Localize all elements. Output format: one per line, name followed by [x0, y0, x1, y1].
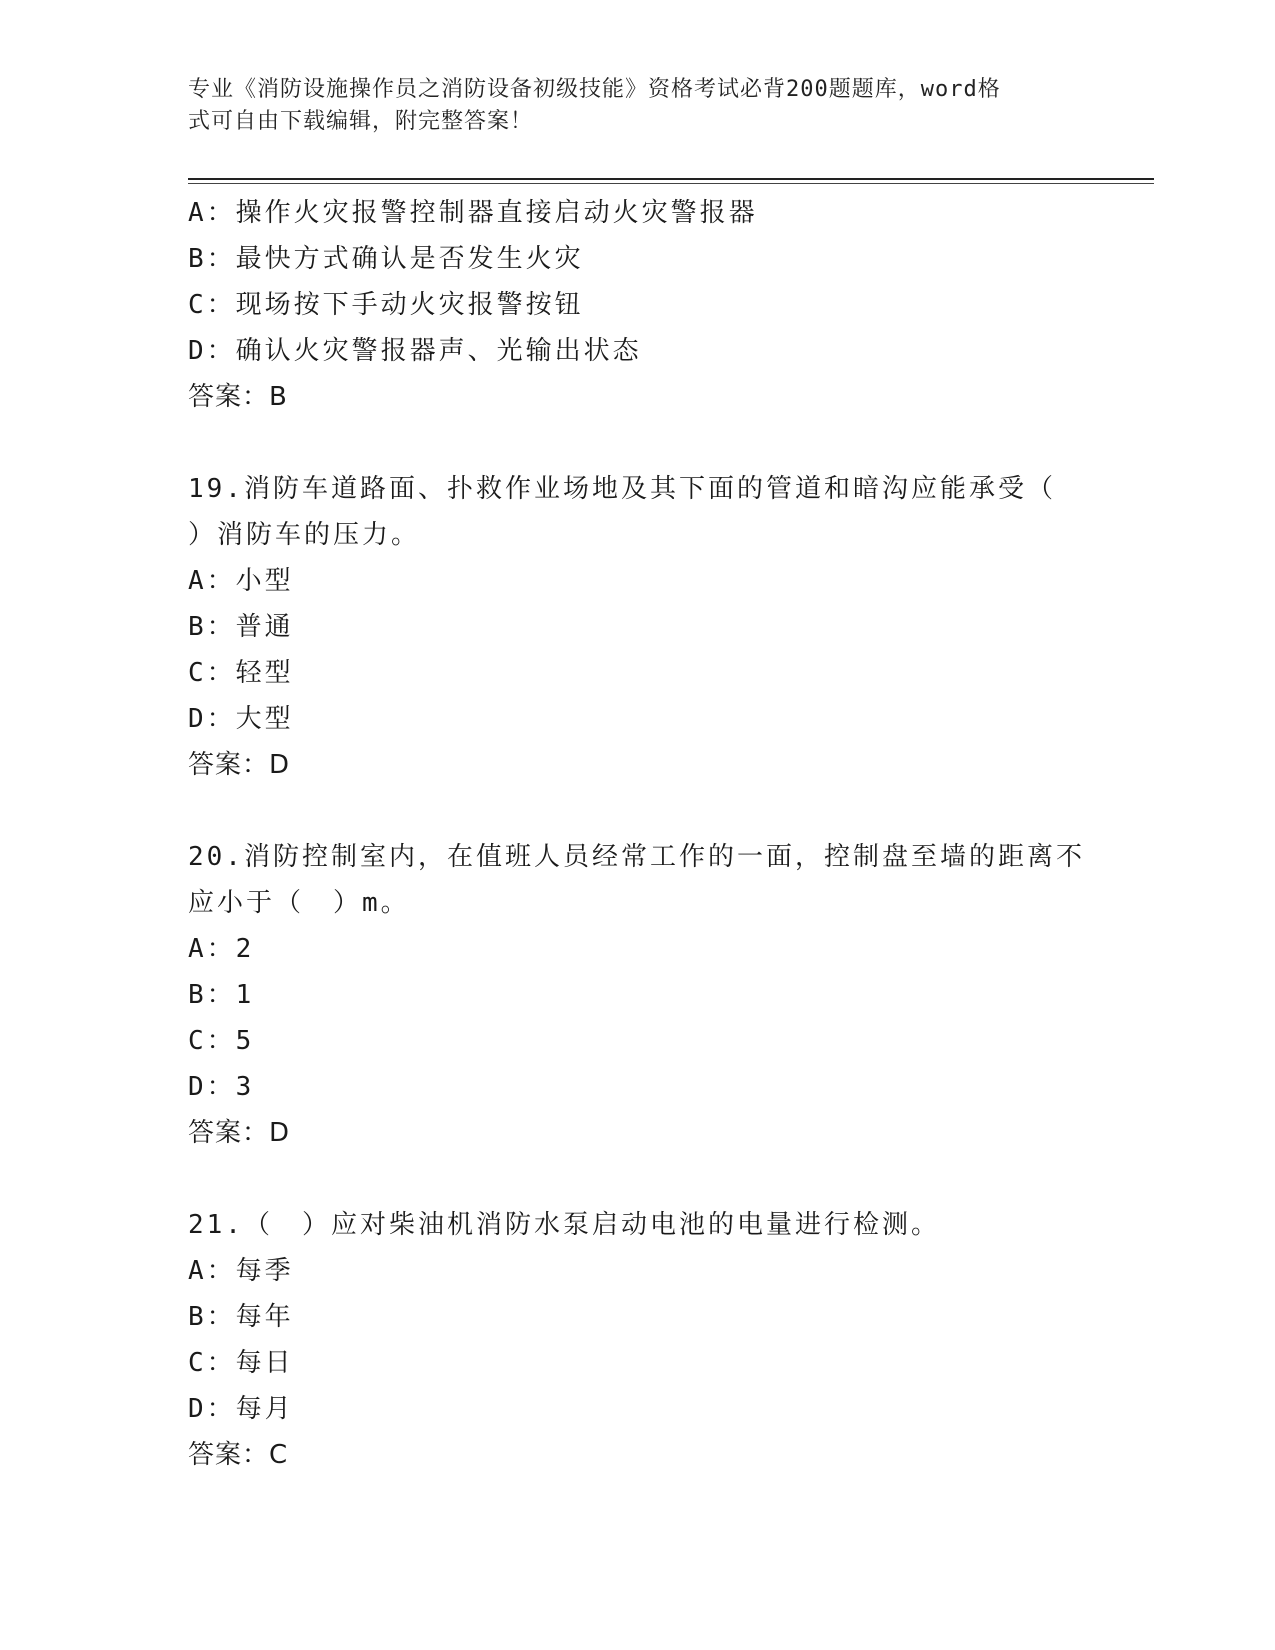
stem-line-1: 21.（ ）应对柴油机消防水泵启动电池的电量进行检测。 [188, 1210, 940, 1240]
header-divider-thin [188, 183, 1154, 184]
answer-line: 答案：B [188, 382, 288, 412]
option-c: C：每日 [188, 1348, 294, 1378]
spacer [188, 420, 1088, 466]
question-stem [188, 1202, 1088, 1248]
stem-line-1: 20.消防控制室内，在值班人员经常工作的一面，控制盘至墙的距离不 [188, 842, 1085, 872]
option-a: A：2 [188, 934, 255, 964]
question-21 [188, 1202, 1088, 1478]
option-a: A：操作火灾报警控制器直接启动火灾警报器 [188, 198, 758, 228]
stem-line-2: 应小于（ ）m。 [188, 888, 410, 918]
spacer [188, 788, 1088, 834]
option-d: D：确认火灾警报器声、光输出状态 [188, 336, 642, 366]
option-c: C：轻型 [188, 658, 294, 688]
spacer [188, 1156, 1088, 1202]
question-19 [188, 466, 1088, 788]
option-b: B：普通 [188, 612, 294, 642]
option-b: B：1 [188, 980, 255, 1010]
option-b: B：每年 [188, 1302, 294, 1332]
answer-line: 答案：D [188, 1118, 291, 1148]
question-20 [188, 834, 1088, 1156]
stem-line-1: 19.消防车道路面、扑救作业场地及其下面的管道和暗沟应能承受（ [188, 474, 1056, 504]
answer-line: 答案：D [188, 750, 291, 780]
option-c: C：5 [188, 1026, 255, 1056]
question-list [188, 190, 1088, 1478]
option-a: A：每季 [188, 1256, 294, 1286]
option-d: D：大型 [188, 704, 294, 734]
header-divider-thick [188, 178, 1154, 180]
option-d: D：每月 [188, 1394, 294, 1424]
option-d: D：3 [188, 1072, 255, 1102]
header-line-1: 专业《消防设施操作员之消防设备初级技能》资格考试必背200题题库，word格 [188, 77, 1001, 102]
answer-line: 答案：C [188, 1440, 289, 1470]
stem-line-2: ）消防车的压力。 [188, 520, 421, 550]
question-stem [188, 466, 1088, 558]
header-line-2: 式可自由下载编辑，附完整答案！ [188, 109, 534, 134]
question-18 [188, 190, 1088, 420]
option-a: A：小型 [188, 566, 294, 596]
document-header [188, 74, 1068, 138]
option-c: C：现场按下手动火灾报警按钮 [188, 290, 584, 320]
option-b: B：最快方式确认是否发生火灾 [188, 244, 584, 274]
question-stem [188, 834, 1088, 926]
